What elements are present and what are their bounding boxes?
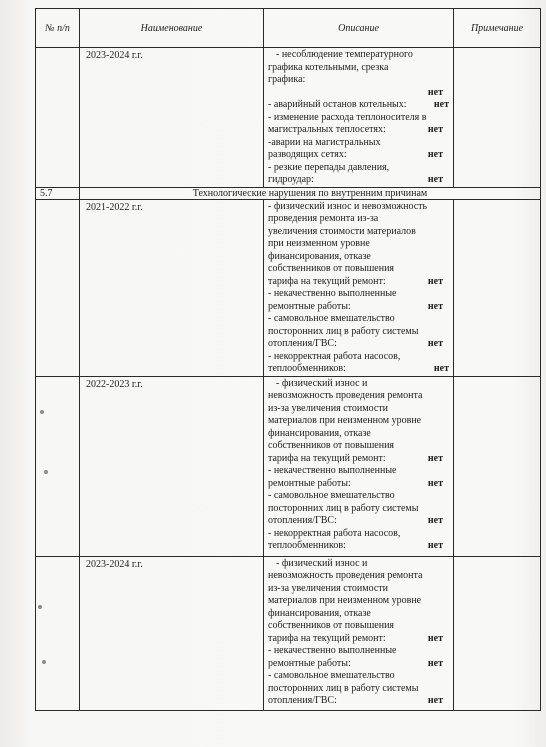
year-cell: 2023-2024 г.г.: [80, 48, 264, 188]
description-cell: - несоблюдение температурного графика котельными, срезка графика: нет - аварийный останов котельных: нет - изменение расхода теплоносителя в магистральных теплосетях: нет -аварии на магистральных разводящих сетях: нет - резкие перепады давления, гидроудар: нет: [264, 48, 454, 188]
table-row: [36, 48, 541, 188]
description-cell: - физический износ и невозможность проведения ремонта из-за увеличения стоимости материалов при неизменном уровне финансирования, отказе собственников от повышения тарифа на текущий ремонт: нет - некачественно выполненные ремонтные работы: нет - самовольное вмешательство посторонних лиц в работу системы отопления/ГВС: нет - некорректная работа насосов, теплообменников: нет: [264, 199, 454, 376]
scan-speck: [42, 660, 46, 664]
scan-speck: [40, 410, 44, 414]
header-description: Описание: [264, 9, 454, 48]
header-name: Наименование: [80, 9, 264, 48]
year-cell: 2021-2022 г.г.: [80, 199, 264, 376]
section-row: [36, 187, 541, 199]
scan-speck: [38, 605, 42, 609]
description-cell: - физический износ и невозможность проведения ремонта из-за увеличения стоимости материалов при неизменном уровне финансирования, отказе собственников от повышения тарифа на текущий ремонт: нет - некачественно выполненные ремонтные работы: нет - самовольное вмешательство посторонних лиц в работу системы отопления/ГВС: нет - некорректная работа насосов, теплообменников: нет: [264, 376, 454, 556]
year-cell: 2022-2023 г.г.: [80, 376, 264, 556]
no-value: нет: [427, 86, 443, 98]
report-table: [35, 8, 541, 711]
table-header-row: [36, 9, 541, 48]
section-title: Технологические нарушения по внутренним причинам: [80, 187, 541, 199]
table-row: [36, 556, 541, 710]
header-note: Примечание: [454, 9, 541, 48]
header-num: № п/п: [36, 9, 80, 48]
year-cell: 2023-2024 г.г.: [80, 556, 264, 710]
section-num: 5.7: [36, 187, 80, 199]
table-row: [36, 376, 541, 556]
scan-speck: [44, 470, 48, 474]
description-cell: - физический износ и невозможность проведения ремонта из-за увеличения стоимости материалов при неизменном уровне финансирования, отказе собственников от повышения тарифа на текущий ремонт: нет - некачественно выполненные ремонтные работы: нет - самовольное вмешательство посторонних лиц в работу системы отопления/ГВС: нет: [264, 556, 454, 710]
table-row: [36, 199, 541, 376]
